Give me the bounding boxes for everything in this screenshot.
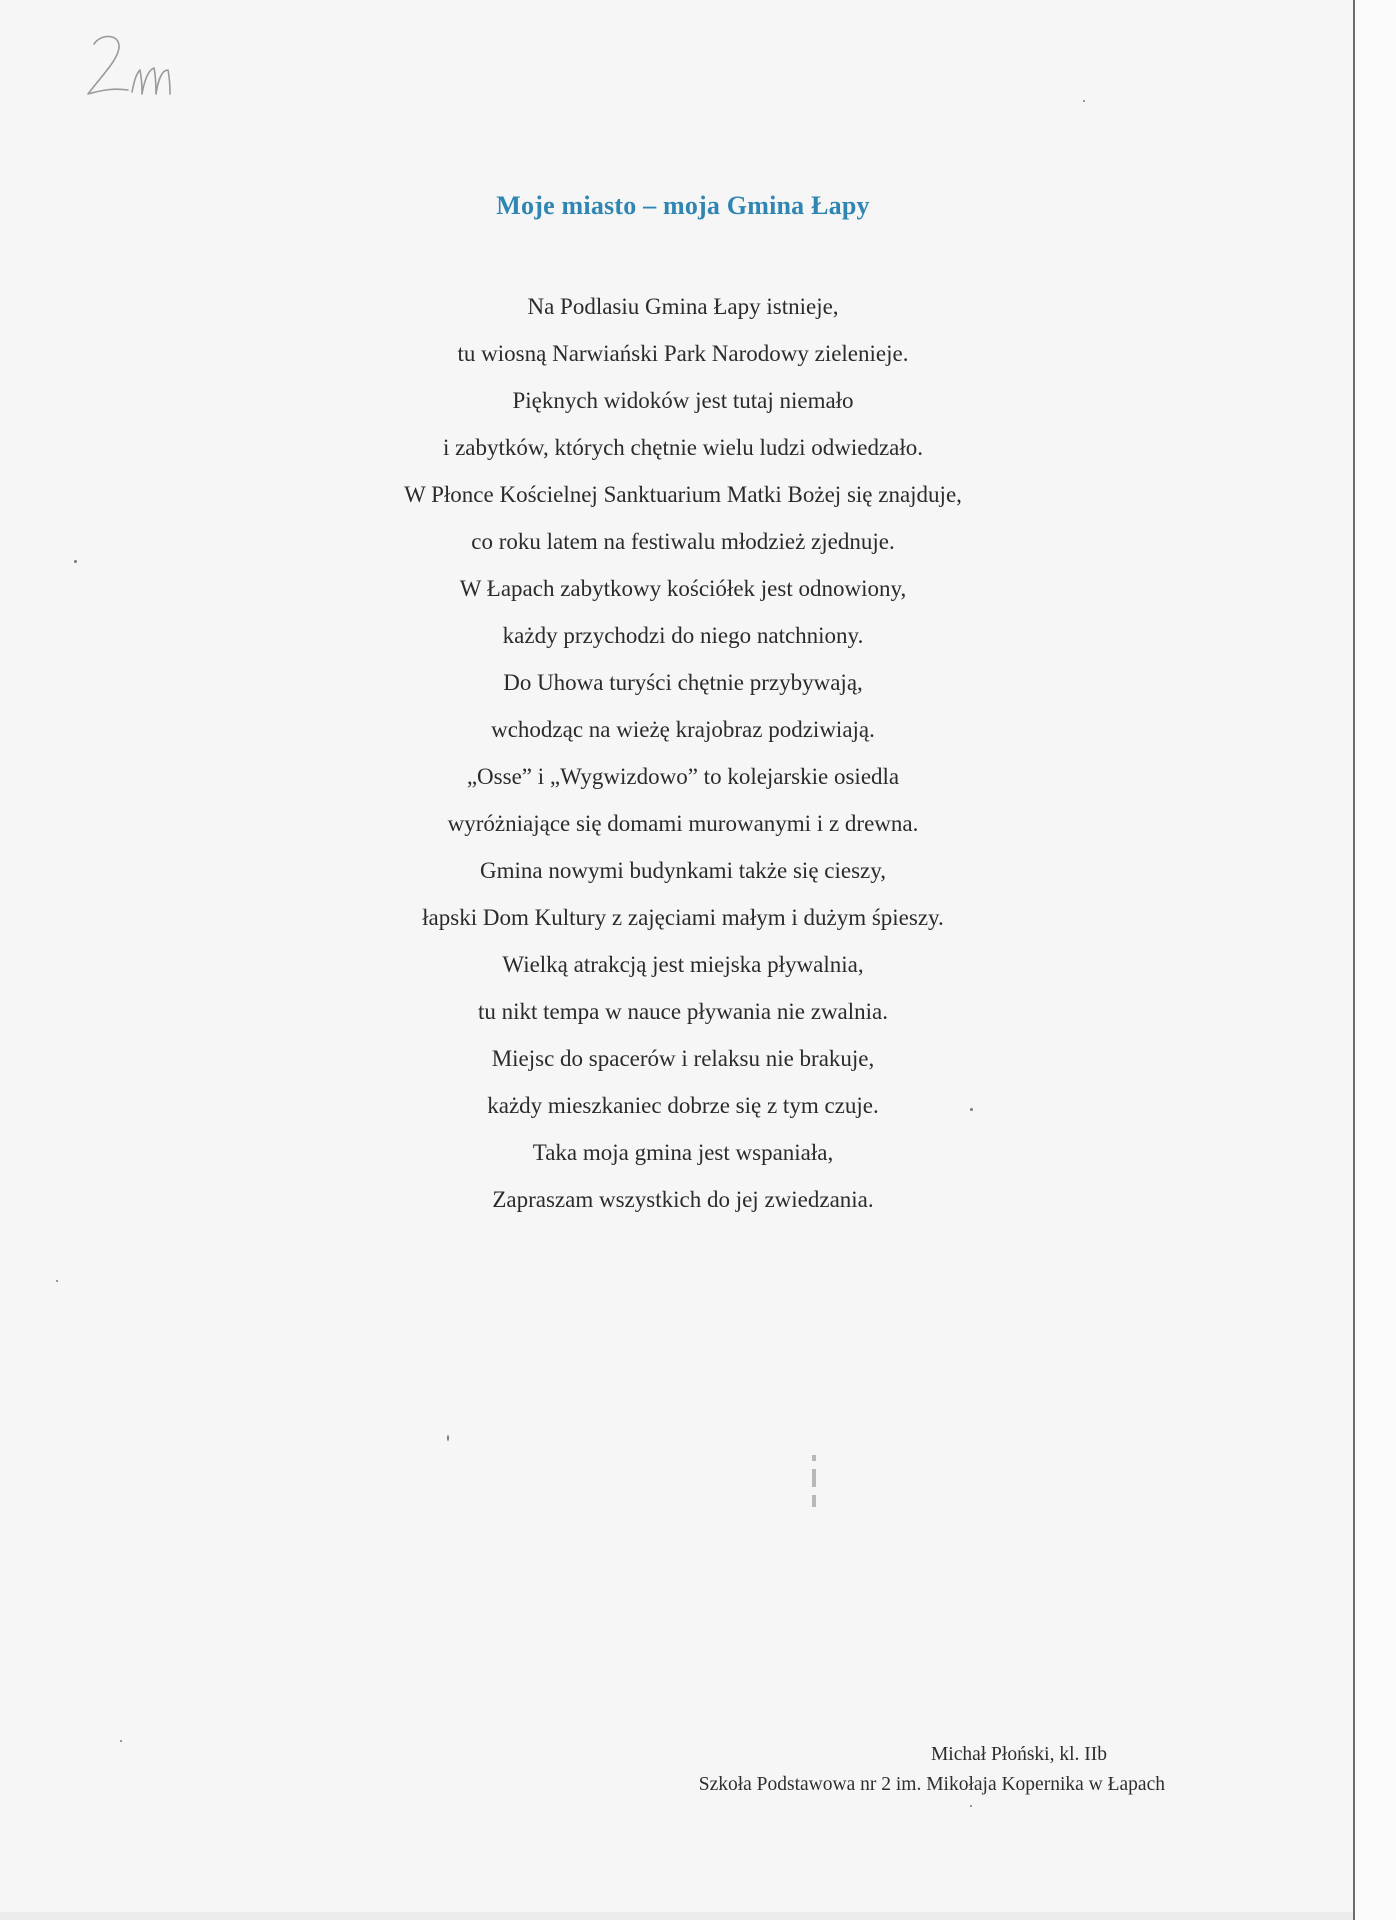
poem-line: każdy mieszkaniec dobrze się z tym czuje. <box>487 1093 879 1118</box>
scan-speck <box>970 1108 973 1111</box>
scan-speck <box>56 1280 58 1282</box>
author-name: Michał Płoński, kl. IIb <box>930 1744 1107 1765</box>
poem-line: Miejsc do spacerów i relaksu nie brakuje, <box>491 1046 875 1071</box>
school-name: Szkoła Podstawowa nr 2 im. Mikołaja Kopernika w Łapach <box>698 1774 1165 1795</box>
poem-line: Taka moja gmina jest wspaniała, <box>532 1140 834 1165</box>
poem-line: co roku latem na festiwalu młodzież zjednuje. <box>471 529 895 554</box>
scan-speck <box>1083 100 1085 102</box>
poem-line: Wielką atrakcją jest miejska pływalnia, <box>502 952 864 977</box>
poem-line: tu wiosną Narwiański Park Narodowy zielenieje. <box>457 341 909 366</box>
scan-speck <box>120 1740 122 1742</box>
poem-line: Zapraszam wszystkich do jej zwiedzania. <box>492 1187 874 1212</box>
poem-line: Pięknych widoków jest tutaj niemało <box>512 388 854 413</box>
poem-line: W Płonce Kościelnej Sanktuarium Matki Bożej się znajduje, <box>404 482 962 507</box>
poem-line: i zabytków, których chętnie wielu ludzi odwiedzało. <box>442 435 924 460</box>
poem-line: wchodząc na wieżę krajobraz podziwiają. <box>491 717 875 742</box>
signature-block <box>0 1740 1165 1800</box>
page-edge <box>1353 0 1396 1920</box>
poem-line: wyróżniające się domami murowanymi i z drewna. <box>447 811 919 836</box>
handwritten-note-2m <box>84 30 194 110</box>
scan-artifact <box>810 1455 818 1513</box>
page-bottom-edge <box>0 1912 1353 1920</box>
poem-line: Na Podlasiu Gmina Łapy istnieje, <box>527 294 839 319</box>
scan-speck <box>970 1805 972 1807</box>
poem-line: Gmina nowymi budynkami także się cieszy, <box>479 858 886 883</box>
poem-line: Do Uhowa turyści chętnie przybywają, <box>503 670 863 695</box>
poem-line: tu nikt tempa w nauce pływania nie zwalnia. <box>477 999 889 1024</box>
poem-title: Moje miasto – moja Gmina Łapy <box>496 191 870 220</box>
poem-line: „Osse” i „Wygwizdowo” to kolejarskie osiedla <box>466 764 900 789</box>
scan-speck <box>74 560 77 563</box>
poem-body <box>0 289 1366 1229</box>
scan-speck <box>447 1435 449 1441</box>
poem-line: łapski Dom Kultury z zajęciami małym i dużym śpieszy. <box>422 905 944 930</box>
poem-line: każdy przychodzi do niego natchniony. <box>502 623 864 648</box>
poem-line: W Łapach zabytkowy kościółek jest odnowiony, <box>459 576 907 601</box>
